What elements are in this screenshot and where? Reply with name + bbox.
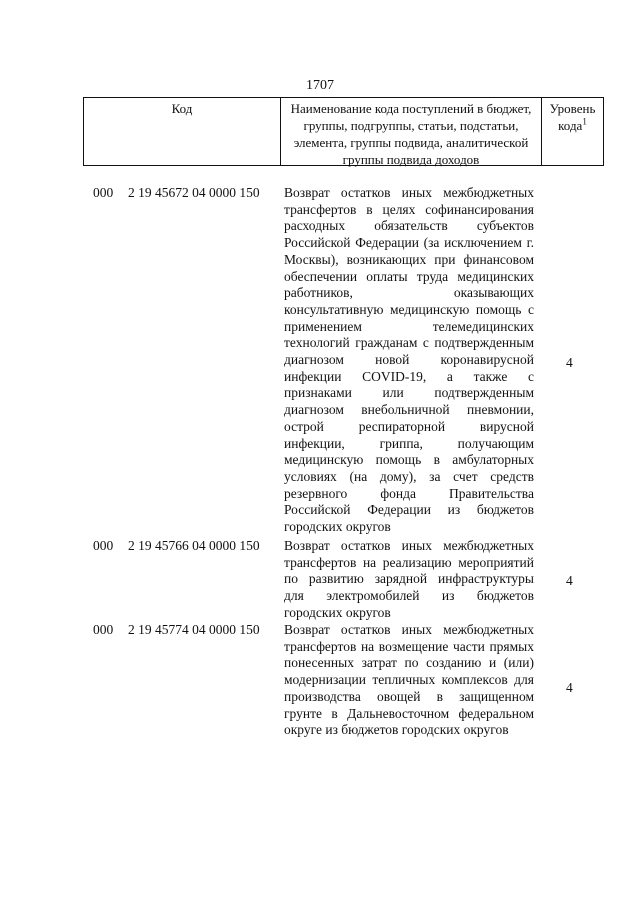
page-number: 1707 [306, 78, 334, 93]
row-level: 4 [566, 355, 573, 370]
header-name-label: Наименование кода поступлений в бюджет, группы, подгруппы, статьи, подстатьи, элемента, группы подвида, аналитической группы подвида доходов [290, 101, 532, 167]
header-name-cell [281, 97, 541, 166]
row-income-code: 2 19 45672 04 0000 150 [128, 185, 260, 200]
row-name: Возврат остатков иных межбюджетных трансфертов на реализацию мероприятий по развитию зарядной инфраструктуры для электромобилей из бюджетов городских округов [284, 538, 534, 620]
row-income-code: 2 19 45766 04 0000 150 [128, 538, 260, 553]
header-level-label: Уровень кода [549, 101, 596, 133]
row-name: Возврат остатков иных межбюджетных трансфертов в целях софинансирования расходных обязательств субъектов Российской Федерации (за исключением г. Москвы), возникающих при финансовом обеспечении оплаты труда медицинских работников, оказывающих консультативную медицинскую помощь с применением телемедицинских технологий гражданам с подтвержденным диагнозом новой коронавирусной инфекции COVID-19, а также с признаками или подтвержденным диагнозом внебольничной пневмонии, острой респираторной вирусной инфекции, гриппа, получающим медицинскую помощь в амбулаторных условиях (на дому), за счет средств резервного фонда Правительства Российской Федерации из бюджетов городских округов [284, 185, 534, 535]
header-code-cell [83, 97, 281, 166]
row-group-code: 000 [93, 185, 114, 200]
header-level-footnote: 1 [582, 116, 587, 127]
row-group-code: 000 [93, 538, 114, 553]
row-income-code: 2 19 45774 04 0000 150 [128, 622, 260, 637]
row-level: 4 [566, 680, 573, 695]
row-name: Возврат остатков иных межбюджетных трансфертов на возмещение части прямых понесенных затрат по созданию и (или) модернизации тепличных комплексов для производства овощей в защищенном грунте в Дальневосточном федеральном округе из бюджетов городских округов [284, 622, 534, 738]
row-level: 4 [566, 573, 573, 588]
header-level-cell [541, 97, 604, 166]
header-code-label: Код [171, 101, 193, 116]
row-group-code: 000 [93, 622, 114, 637]
